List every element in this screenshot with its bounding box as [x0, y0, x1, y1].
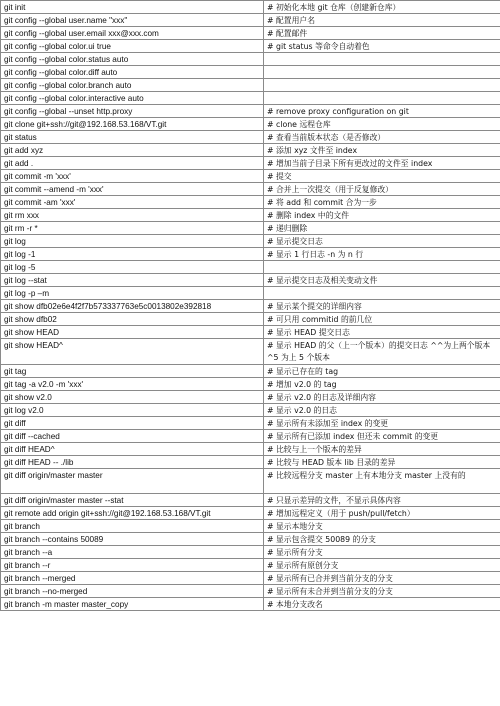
table-row — [1, 546, 500, 559]
description-cell: # 添加 xyz 文件至 index — [264, 144, 500, 157]
description-cell: # 显示提交日志 — [264, 235, 500, 248]
table-row — [1, 339, 500, 365]
table-row — [1, 248, 500, 261]
description-cell: # 增加当前子目录下所有更改过的文件至 index — [264, 157, 500, 170]
description-cell: # 显示所有未添加至 index 的变更 — [264, 416, 500, 429]
command-cell: git add . — [1, 157, 264, 170]
description-cell: # clone 远程仓库 — [264, 118, 500, 131]
description-cell: # 显示所有未合并到当前分支的分支 — [264, 585, 500, 598]
command-cell: git config --global user.name "xxx" — [1, 14, 264, 27]
command-cell: git tag -a v2.0 -m 'xxx' — [1, 377, 264, 390]
table-row — [1, 572, 500, 585]
description-cell: # 可只用 commitid 的前几位 — [264, 313, 500, 326]
description-cell: # 将 add 和 commit 合为一步 — [264, 196, 500, 209]
description-cell: # 显示提交日志及相关变动文件 — [264, 274, 500, 287]
description-cell: # 配置用户名 — [264, 14, 500, 27]
table-row — [1, 14, 500, 27]
description-cell: # 本地分支改名 — [264, 598, 500, 611]
command-cell: git show v2.0 — [1, 390, 264, 403]
table-row — [1, 27, 500, 40]
table-row — [1, 235, 500, 248]
description-cell: # 只显示差异的文件，不显示具体内容 — [264, 494, 500, 507]
command-cell: git rm -r * — [1, 222, 264, 235]
command-cell: git branch --a — [1, 546, 264, 559]
description-cell — [264, 92, 500, 105]
description-cell: # 显示 v2.0 的日志 — [264, 403, 500, 416]
table-row — [1, 364, 500, 377]
description-cell: # 增加远程定义（用于 push/pull/fetch） — [264, 507, 500, 520]
table-row — [1, 403, 500, 416]
command-cell: git tag — [1, 364, 264, 377]
description-cell: # 查看当前版本状态（是否修改） — [264, 131, 500, 144]
description-cell: # git status 等命令自动着色 — [264, 40, 500, 53]
command-cell: git commit -m 'xxx' — [1, 170, 264, 183]
command-cell: git log -p –m — [1, 287, 264, 300]
table-row — [1, 468, 500, 494]
description-cell: # 比较远程分支 master 上有本地分支 master 上没有的 — [264, 468, 500, 494]
table-row — [1, 313, 500, 326]
description-cell: # 增加 v2.0 的 tag — [264, 377, 500, 390]
table-row — [1, 326, 500, 339]
description-cell — [264, 79, 500, 92]
command-cell: git config --global color.ui true — [1, 40, 264, 53]
description-cell — [264, 66, 500, 79]
table-row — [1, 598, 500, 611]
table-row — [1, 287, 500, 300]
table-row — [1, 520, 500, 533]
description-cell: # remove proxy configuration on git — [264, 105, 500, 118]
table-row — [1, 131, 500, 144]
table-row — [1, 53, 500, 66]
description-cell: # 比较与 HEAD 版本 lib 目录的差异 — [264, 455, 500, 468]
command-cell: git config --global color.interactive auto — [1, 92, 264, 105]
description-cell: # 合并上一次提交（用于反复修改） — [264, 183, 500, 196]
command-cell: git log -5 — [1, 261, 264, 274]
table-row — [1, 118, 500, 131]
table-row — [1, 455, 500, 468]
command-cell: git clone git+ssh://git@192.168.53.168/VT.git — [1, 118, 264, 131]
description-cell: # 递归删除 — [264, 222, 500, 235]
command-cell: git log v2.0 — [1, 403, 264, 416]
table-row — [1, 92, 500, 105]
command-cell: git branch --contains 50089 — [1, 533, 264, 546]
table-row — [1, 442, 500, 455]
command-cell: git show HEAD — [1, 326, 264, 339]
table-row — [1, 559, 500, 572]
description-cell — [264, 53, 500, 66]
description-cell — [264, 287, 500, 300]
table-row — [1, 40, 500, 53]
command-cell: git diff HEAD^ — [1, 442, 264, 455]
command-cell: git diff origin/master master --stat — [1, 494, 264, 507]
table-row — [1, 144, 500, 157]
description-cell: # 显示 HEAD 的父（上一个版本）的提交日志 ^^为上两个版本 ^5 为上 5 个版本 — [264, 339, 500, 365]
description-cell: # 配置邮件 — [264, 27, 500, 40]
command-cell: git config --global color.status auto — [1, 53, 264, 66]
command-cell: git add xyz — [1, 144, 264, 157]
description-cell: # 显示所有原创分支 — [264, 559, 500, 572]
description-cell: # 提交 — [264, 170, 500, 183]
command-cell: git commit --amend -m 'xxx' — [1, 183, 264, 196]
table-row — [1, 79, 500, 92]
table-row — [1, 494, 500, 507]
table-body — [1, 1, 500, 611]
command-cell: git branch --merged — [1, 572, 264, 585]
table-row — [1, 390, 500, 403]
description-cell: # 显示 HEAD 提交日志 — [264, 326, 500, 339]
table-row — [1, 429, 500, 442]
command-cell: git log --stat — [1, 274, 264, 287]
command-cell: git diff origin/master master — [1, 468, 264, 494]
command-cell: git diff --cached — [1, 429, 264, 442]
command-cell: git commit -am 'xxx' — [1, 196, 264, 209]
table-row — [1, 1, 500, 14]
command-cell: git config --global user.email xxx@xxx.com — [1, 27, 264, 40]
table-row — [1, 377, 500, 390]
description-cell: # 显示包含提交 50089 的分支 — [264, 533, 500, 546]
table-row — [1, 274, 500, 287]
table-row — [1, 209, 500, 222]
command-cell: git show dfb02 — [1, 313, 264, 326]
command-cell: git remote add origin git+ssh://git@192.168.53.168/VT.git — [1, 507, 264, 520]
table-row — [1, 157, 500, 170]
description-cell: # 显示 v2.0 的日志及详细内容 — [264, 390, 500, 403]
table-row — [1, 66, 500, 79]
description-cell: # 比较与上一个版本的差异 — [264, 442, 500, 455]
command-cell: git config --global color.branch auto — [1, 79, 264, 92]
command-cell: git diff HEAD -- ./lib — [1, 455, 264, 468]
table-row — [1, 585, 500, 598]
description-cell: # 删除 index 中的文件 — [264, 209, 500, 222]
command-cell: git status — [1, 131, 264, 144]
command-cell: git config --global color.diff auto — [1, 66, 264, 79]
command-cell: git branch --no-merged — [1, 585, 264, 598]
command-cell: git show dfb02e6e4f2f7b573337763e5c0013802e392818 — [1, 300, 264, 313]
description-cell: # 显示 1 行日志 -n 为 n 行 — [264, 248, 500, 261]
command-cell: git init — [1, 1, 264, 14]
description-cell: # 显示某个提交的详细内容 — [264, 300, 500, 313]
description-cell: # 显示所有已添加 index 但还未 commit 的变更 — [264, 429, 500, 442]
command-cell: git diff — [1, 416, 264, 429]
description-cell — [264, 261, 500, 274]
table-row — [1, 507, 500, 520]
command-cell: git rm xxx — [1, 209, 264, 222]
description-cell: # 显示所有分支 — [264, 546, 500, 559]
table-row — [1, 261, 500, 274]
table-row — [1, 183, 500, 196]
description-cell: # 初始化本地 git 仓库（创建新仓库） — [264, 1, 500, 14]
command-cell: git show HEAD^ — [1, 339, 264, 365]
table-row — [1, 300, 500, 313]
table-row — [1, 222, 500, 235]
description-cell: # 显示已存在的 tag — [264, 364, 500, 377]
table-row — [1, 533, 500, 546]
command-cell: git branch --r — [1, 559, 264, 572]
description-cell: # 显示所有已合并到当前分支的分支 — [264, 572, 500, 585]
table-row — [1, 105, 500, 118]
command-cell: git log -1 — [1, 248, 264, 261]
command-cell: git branch -m master master_copy — [1, 598, 264, 611]
command-cell: git config --global --unset http.proxy — [1, 105, 264, 118]
description-cell: # 显示本地分支 — [264, 520, 500, 533]
table-row — [1, 170, 500, 183]
command-cell: git branch — [1, 520, 264, 533]
table-row — [1, 416, 500, 429]
table-row — [1, 196, 500, 209]
command-cell: git log — [1, 235, 264, 248]
